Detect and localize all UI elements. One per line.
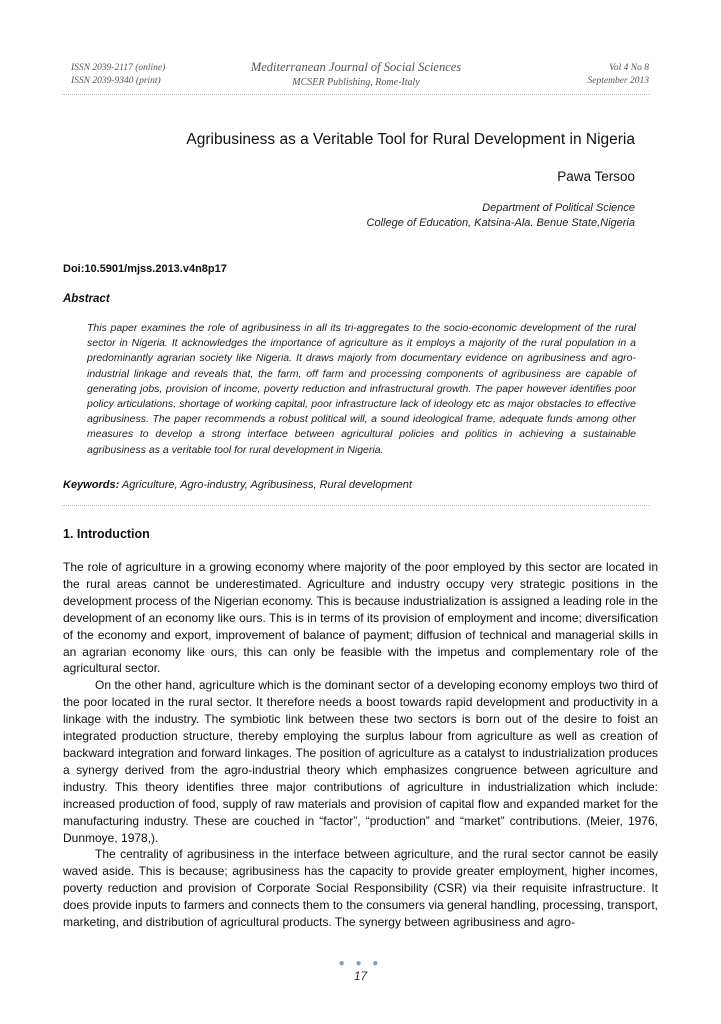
issue-date: September 2013: [587, 76, 649, 86]
author-affiliation: [63, 201, 635, 231]
affiliation-department: Department of Political Science: [482, 202, 635, 214]
keywords: [63, 479, 412, 491]
paragraph-1: The role of agriculture in a growing economy where majority of the poor employed by this sector are located in the rural areas cannot be underestimated. Agriculture and industry occupy very strategic positions in the development process of the Nigerian economy. This is because industrialization is assigned a leading role in the development of an economy like ours. This is in terms of its provision of employment and income; diversification of the economy and export, improvement of balance of payment; diffusion of technical and managerial skills in an agrarian economy like ours, this can only be feasible with the impetus and complementary role of the agricultural sector.: [63, 560, 658, 676]
issn-print: ISSN 2039-9340 (print): [71, 76, 161, 86]
article-title: Agribusiness as a Veritable Tool for Rural Development in Nigeria: [186, 131, 635, 148]
keywords-list: Agriculture, Agro-industry, Agribusiness, Rural development: [121, 479, 412, 491]
section-heading-introduction: 1. Introduction: [63, 527, 150, 541]
abstract-text: This paper examines the role of agribusiness in all its tri-aggregates to the socio-economic development of the rural sector in Nigeria. It acknowledges the importance of agriculture as it employs a majority of the rural population in a predominantly agrarian society like Nigeria. It draws majorly from documentary evidence on agribusiness and agro-industrial linkage and reveals that, the farm, off farm and processing components of agribusiness are capable of generating jobs, provision of income, poverty reduction and infrastructural growth. The paper however identifies poor policy articulations, shortage of working capital, poor infrastructure lack of ideology etc as major obstacles to effective agribusiness. The paper recommends a robust political will, a sound ideological frame, adequate funds among other measures to develop a strong interface between agricultural policies and politics in achieving a sustainable agribusiness as a veritable tool for rural development in Nigeria.: [87, 322, 636, 456]
header-divider: [63, 94, 649, 95]
abstract-heading: Abstract: [63, 293, 110, 305]
publisher: MCSER Publishing, Rome-Italy: [292, 77, 420, 88]
doi: Doi:10.5901/mjss.2013.v4n8p17: [63, 263, 227, 275]
page-number: 17: [353, 969, 368, 983]
running-header: [63, 60, 649, 92]
paragraph-2: On the other hand, agriculture which is the dominant sector of a developing economy employs two third of the poor located in the rural sector. It therefore needs a boost towards rapid development and productivity in a linkage with the industry. The symbiotic link between these two sectors is born out of the desire to foist an integrated production structure, thereby employing the surplus labour from agriculture as well as creation of backward integration and forward linkages. The position of agriculture as a catalyst to industrialization produces a synergy derived from the agro-industrial theory which emphasizes congruence between agriculture and industry. This theory identifies three major contributions of agriculture in industrialization which include: increased production of food, supply of raw materials and provision of capital flow and expanded market for the manufacturing industry. These are couched in “factor”, “production” and “market” contributions. (Meier, 1976, Dunmoye, 1978,).: [63, 678, 658, 845]
issn-online: ISSN 2039-2117 (online): [71, 63, 166, 73]
journal-name: Mediterranean Journal of Social Sciences: [250, 60, 462, 74]
volume: Vol 4 No 8: [609, 63, 649, 73]
author-name: Pawa Tersoo: [557, 169, 635, 184]
section-body: [63, 559, 658, 931]
footer-dots: ● ● ●: [338, 958, 383, 969]
affiliation-college: College of Education, Katsina-Ala. Benue State,Nigeria: [366, 217, 635, 229]
volume-block: [588, 62, 649, 88]
keywords-label: Keywords:: [63, 479, 120, 491]
paragraph-3: The centrality of agribusiness in the interface between agriculture, and the rural sector cannot be easily waved aside. This is because; agribusiness has the capacity to provide greater employment, higher incomes, poverty reduction and provision of Corporate Social Responsibility (CSR) via their requisite infrastructure. It does provide inputs to farmers and connects them to the consumers via general handling, processing, transport, marketing, and distribution of agricultural products. The synergy between agribusiness and agro-: [63, 847, 658, 930]
journal-block: [63, 60, 649, 90]
abstract-divider: [63, 505, 649, 506]
